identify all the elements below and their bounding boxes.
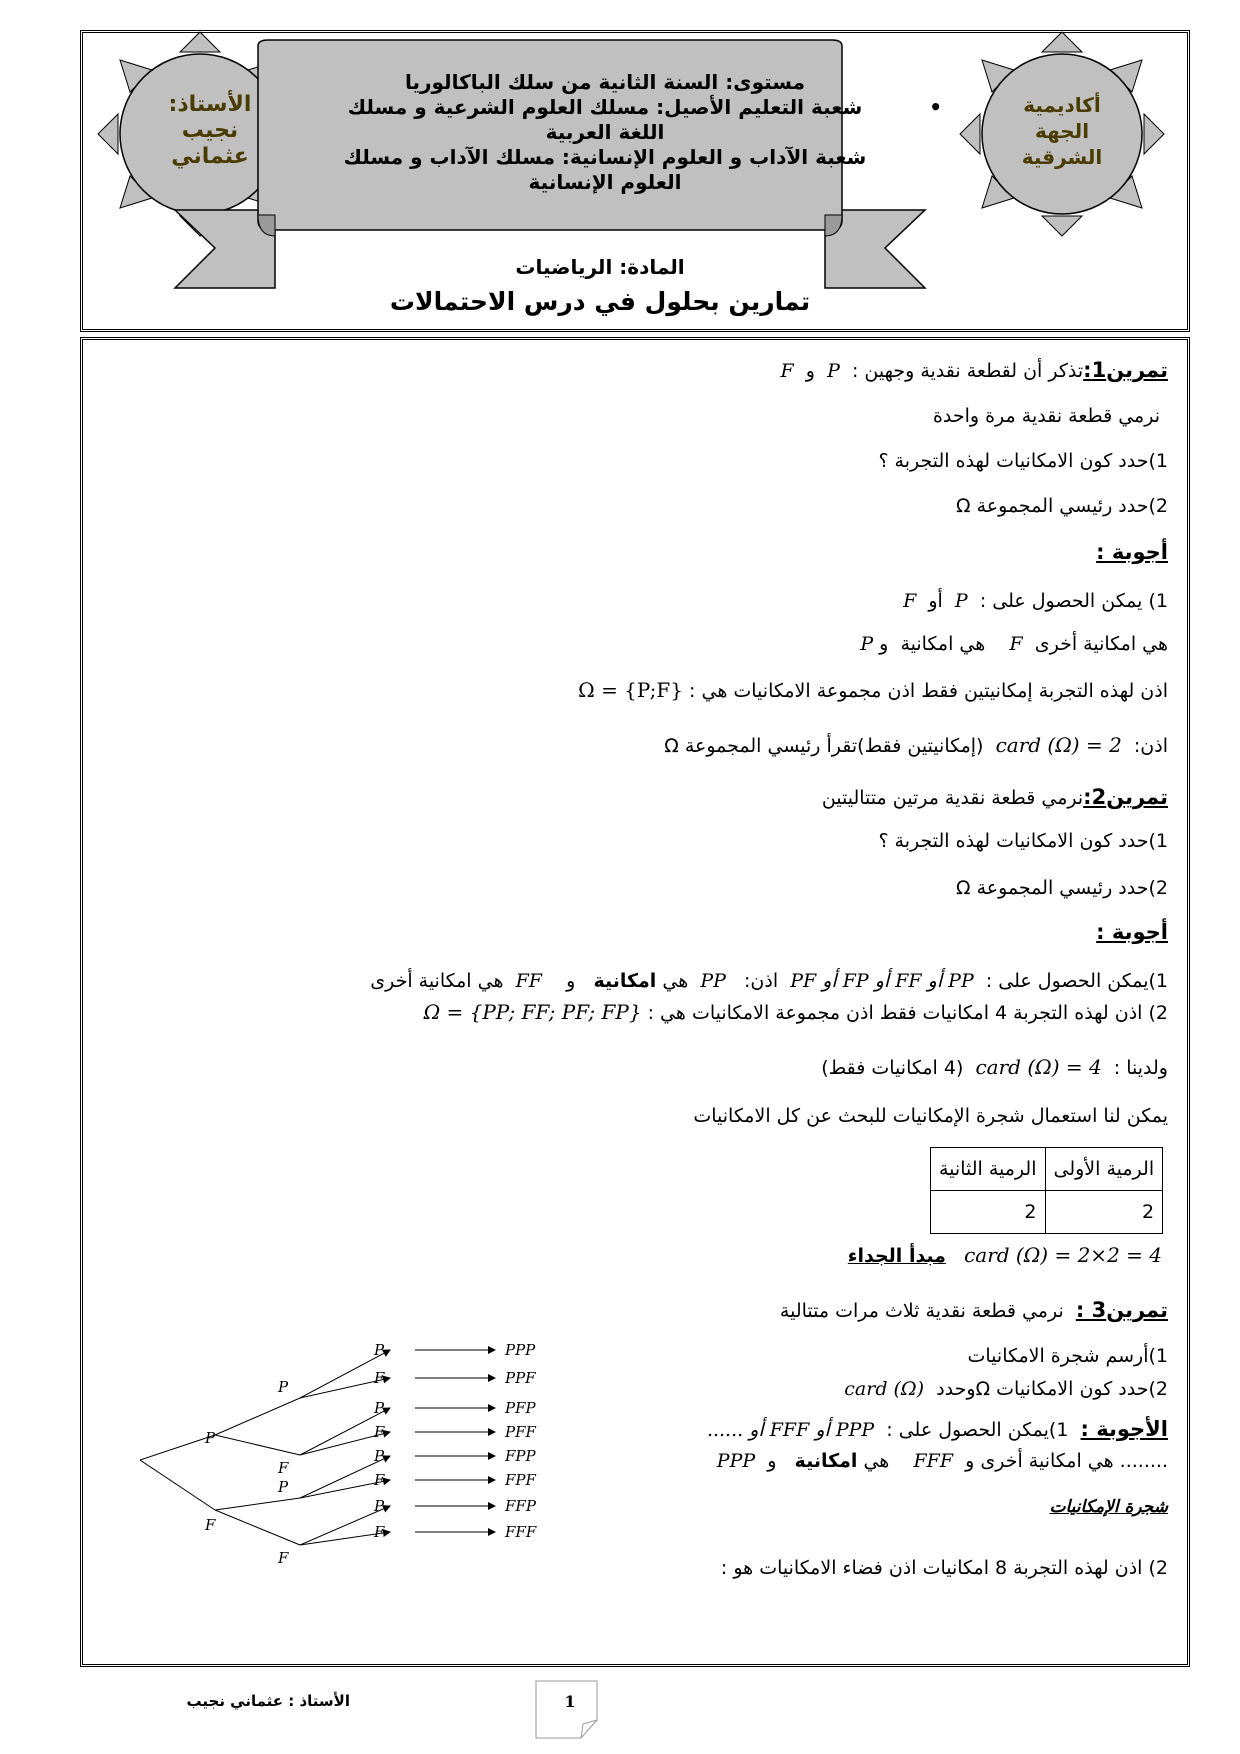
ans1-line2 xyxy=(860,633,1168,655)
ans2-l1-d: هي xyxy=(662,970,689,992)
header-track1b: اللغة العربية xyxy=(545,120,665,144)
ex3-q1: 1)أرسم شجرة الامكانيات xyxy=(967,1345,1168,1367)
ex3-a2-f: هي امكانية أخرى و ........ xyxy=(965,1450,1168,1472)
table-header-first: الرمية الأولى xyxy=(1045,1148,1163,1191)
academy-badge-line1: أكاديمية xyxy=(1023,93,1101,117)
ans1-l1-F: F xyxy=(903,590,917,612)
ans1-title: أجوبة : xyxy=(1096,540,1168,564)
ex3-q2-a: 2)حدد كون الامكانيات xyxy=(996,1378,1168,1400)
tree-outcome: PFP xyxy=(505,1399,536,1417)
tree-branch-l1 xyxy=(140,1460,215,1510)
product-principle-label: مبدأ الجداء xyxy=(847,1245,946,1267)
tree-node-l3: F xyxy=(374,1523,385,1541)
ans1-l4-math: card (Ω) = 2 xyxy=(995,733,1122,757)
header-track2: شعبة الآداب و العلوم الإنسانية: مسلك الآداب و مسلك xyxy=(343,145,867,169)
tree-branch-l2 xyxy=(215,1398,300,1435)
ex2-intro: نرمي قطعة نقدية مرتين متتاليتين xyxy=(821,787,1084,809)
page-title: تمارين بحلول في درس الاحتمالات xyxy=(389,287,811,316)
ans2-title: أجوبة : xyxy=(1096,920,1168,944)
ans2-l1-math: PP أو FF أو FP أو PF xyxy=(790,970,974,992)
header-subject: المادة: الرياضيات xyxy=(515,255,685,279)
ans2-l1-f: و xyxy=(566,970,576,992)
ex1-P: P xyxy=(827,360,840,382)
ex3-statement xyxy=(780,1298,1168,1322)
ans2-line4: يمكن لنا استعمال شجرة الإمكانيات للبحث عن كل الامكانيات xyxy=(693,1105,1168,1127)
tree-branch-l2 xyxy=(215,1510,300,1545)
tree-branch-l1 xyxy=(140,1435,215,1460)
ex1-q0: نرمي قطعة نقدية مرة واحدة xyxy=(932,405,1160,427)
academy-badge-line3: الشرقية xyxy=(1021,145,1103,169)
ans1-l1-text: 1) يمكن الحصول على : xyxy=(979,590,1168,612)
ans2-line2 xyxy=(424,1000,1168,1024)
tree-outcome: FFP xyxy=(505,1497,536,1515)
tree-node-l3: P xyxy=(374,1497,385,1515)
ans1-l2-P: P xyxy=(860,633,874,655)
ex1-F: F xyxy=(780,360,794,382)
table-cell-second: 2 xyxy=(931,1191,1046,1234)
ex3-a2-a: PPP xyxy=(716,1450,756,1472)
ex1-statement xyxy=(781,358,1168,382)
ex3-a2-b: هي xyxy=(863,1450,890,1472)
ex2-statement xyxy=(822,785,1168,809)
ex3-a2-c: امكانية xyxy=(794,1450,858,1472)
tree-node-l2: F xyxy=(278,1549,289,1567)
probability-tree xyxy=(140,1330,620,1570)
ex1-q1: 1)حدد كون الامكانيات لهذه التجربة ؟ xyxy=(878,450,1168,472)
ans2-line1 xyxy=(370,970,1168,992)
ans2-l2-text: 2) اذن لهذه التجربة 4 امكانيات فقط اذن مجموعة الامكانيات هي : xyxy=(647,1002,1168,1024)
ans2-l3-a: ولدينا : xyxy=(1113,1057,1168,1079)
table-cell-first: 2 xyxy=(1045,1191,1163,1234)
academy-badge xyxy=(982,92,1142,170)
tree-node-l3: P xyxy=(374,1341,385,1359)
ans1-line3 xyxy=(578,678,1168,702)
ex3-ans-line2 xyxy=(717,1450,1168,1472)
ex3-q2 xyxy=(844,1378,1168,1400)
ex3-ans-title: الأجوبة : xyxy=(1080,1417,1168,1441)
ex2-title: تمرين2: xyxy=(1083,785,1168,809)
ans2-line3 xyxy=(821,1055,1168,1079)
tree-node-l3: P xyxy=(374,1447,385,1465)
teacher-badge-line3: عثماني xyxy=(171,144,249,169)
ans1-line4 xyxy=(664,733,1168,757)
ans1-l2-a: هي امكانية xyxy=(900,633,986,655)
header-level-block xyxy=(280,70,942,195)
tree-node-l2: P xyxy=(278,1378,289,1396)
tree-outcome: FPP xyxy=(505,1447,536,1465)
ans2-l1-c: PP xyxy=(700,970,726,992)
ex1-and: و xyxy=(805,360,815,382)
ans2-line5 xyxy=(848,1243,1162,1267)
teacher-badge-line1: الأستاذ: xyxy=(168,92,252,117)
header-level: مستوى: السنة الثانية من سلك الباكالوريا xyxy=(404,70,806,94)
bullet-icon: • xyxy=(929,95,942,119)
ans2-l1-h: هي امكانية أخرى xyxy=(370,970,504,992)
ans1-l1-or: أو xyxy=(928,590,943,612)
ans1-l2-F: F xyxy=(1009,633,1023,655)
tree-node-l2: F xyxy=(278,1459,289,1477)
ex3-a3: 2) اذن لهذه التجربة 8 امكانيات اذن فضاء الامكانيات هو : xyxy=(720,1557,1168,1579)
ex3-title: تمرين3 : xyxy=(1075,1298,1168,1322)
tree-node-l1: P xyxy=(205,1429,216,1447)
teacher-badge-line2: نجيب xyxy=(181,118,239,143)
ans1-l2-c: هي امكانية أخرى xyxy=(1034,633,1168,655)
ex3-ans-line1 xyxy=(707,1417,1168,1441)
tree-node-l1: F xyxy=(205,1516,216,1534)
table-header-second: الرمية الثانية xyxy=(931,1148,1046,1191)
tree-outcome: FFF xyxy=(505,1523,537,1541)
table-row xyxy=(931,1148,1163,1191)
footer-teacher: الأستاذ : عثماني نجيب xyxy=(186,1692,350,1710)
tree-outcome: PFF xyxy=(505,1423,536,1441)
ex3-a1-a: 1)يمكن الحصول على : xyxy=(886,1419,1069,1441)
ans2-l3-math: card (Ω) = 4 xyxy=(975,1055,1102,1079)
table-row xyxy=(931,1191,1163,1234)
ans1-l2-b: و xyxy=(879,633,889,655)
page-number: 1 xyxy=(564,1692,576,1711)
tree-node-l2: P xyxy=(278,1478,289,1496)
tree-outcome: FPF xyxy=(505,1471,536,1489)
tree-node-l3: F xyxy=(374,1369,385,1387)
ans2-l1-e: امكانية xyxy=(593,970,657,992)
ex2-q2: 2)حدد رئيسي المجموعة Ω xyxy=(956,877,1168,899)
ans2-l5-math: card (Ω) = 2×2 = 4 xyxy=(964,1243,1162,1267)
tree-node-l3: F xyxy=(374,1423,385,1441)
tree-label: شجرة الإمكانيات xyxy=(1049,1497,1168,1517)
ans1-l1-P: P xyxy=(954,590,968,612)
ex1-intro: تذكر أن لقطعة نقدية وجهين : xyxy=(851,360,1084,382)
throws-table xyxy=(930,1147,1163,1234)
ex3-q2-b: Ωوحدد xyxy=(936,1378,991,1400)
tree-node-l3: F xyxy=(374,1471,385,1489)
header-track1-line xyxy=(280,95,942,120)
tree-outcome: PPP xyxy=(505,1341,536,1359)
tree-branch-l2 xyxy=(215,1435,300,1455)
ex3-q2-math: card (Ω) xyxy=(844,1378,925,1400)
ans2-l3-b: (4 امكانيات فقط) xyxy=(821,1057,964,1079)
ans1-line1 xyxy=(903,590,1168,612)
ans1-l3-math: Ω = {P;F} xyxy=(578,678,683,702)
teacher-badge xyxy=(130,92,290,170)
header-track1: شعبة التعليم الأصيل: مسلك العلوم الشرعية و مسلك xyxy=(347,95,863,119)
ans1-l4-a: اذن: xyxy=(1133,735,1168,757)
ans2-l1-g: FF xyxy=(515,970,542,992)
ex3-a2-d: و xyxy=(767,1450,777,1472)
header-track2b: العلوم الإنسانية xyxy=(528,170,682,194)
tree-node-l3: P xyxy=(374,1399,385,1417)
tree-outcome: PPF xyxy=(505,1369,536,1387)
ex3-a1-math: PPP أو FFF أو ...... xyxy=(706,1419,875,1441)
ex1-q2: 2)حدد رئيسي المجموعة Ω xyxy=(956,495,1168,517)
tree-branch-l2 xyxy=(215,1498,300,1510)
ans1-l3-text: اذن لهذه التجربة إمكانيتين فقط اذن مجموعة الامكانيات هي : xyxy=(689,680,1168,702)
ans2-l2-math: Ω = {PP; FF; PF; FP} xyxy=(423,1000,642,1024)
ans1-l4-b: (إمكانيتين فقط)تقرأ رئيسي المجموعة Ω xyxy=(664,735,984,757)
ex3-intro: نرمي قطعة نقدية ثلاث مرات متتالية xyxy=(779,1300,1064,1322)
ex2-q1: 1)حدد كون الامكانيات لهذه التجربة ؟ xyxy=(878,830,1168,852)
ans2-l1-b: اذن: xyxy=(744,970,779,992)
ans2-l1-a: 1)يمكن الحصول على : xyxy=(985,970,1168,992)
ex1-title: تمرين1: xyxy=(1083,358,1168,382)
academy-badge-line2: الجهة xyxy=(1034,119,1090,143)
ex3-a2-e: FFF xyxy=(913,1450,954,1472)
